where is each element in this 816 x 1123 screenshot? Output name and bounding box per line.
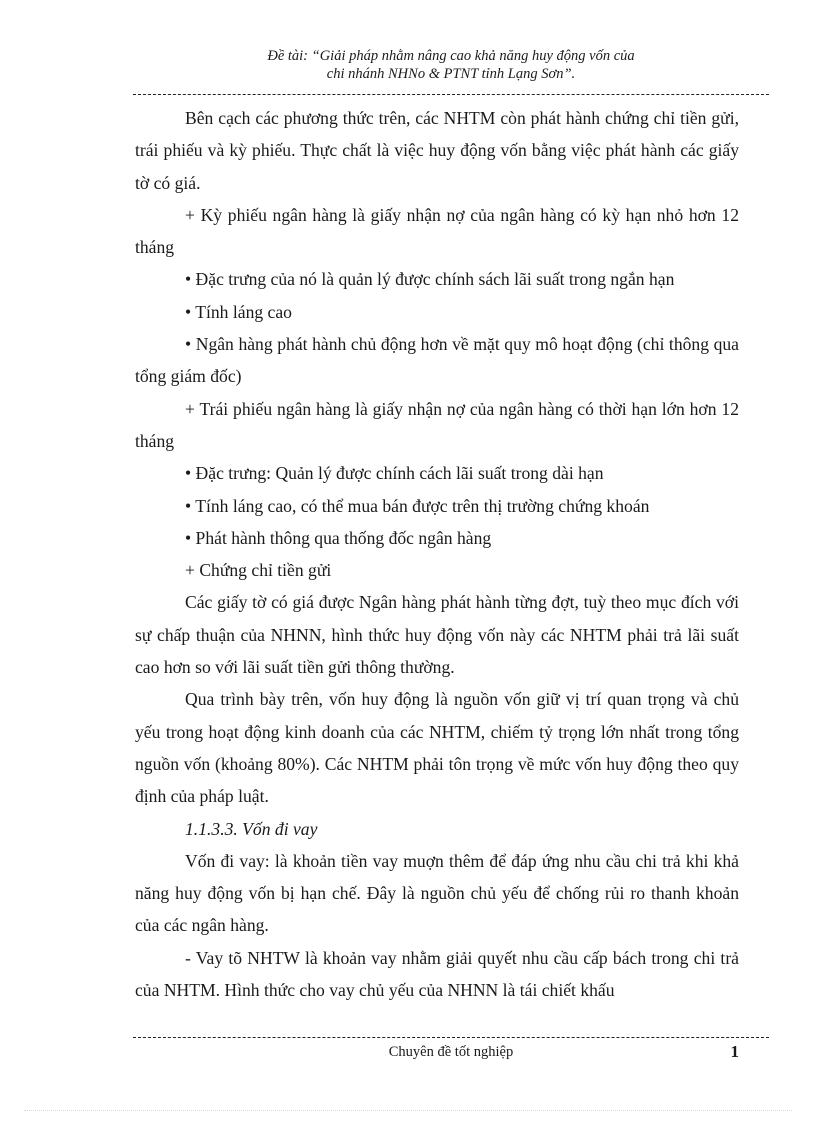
paragraph-intro: Bên cạch các phương thức trên, các NHTM còn phát hành chứng chỉ tiền gửi, trái phiếu và kỳ phiếu. Thực chất là việc huy động vốn bằng việc phát hành các giấy tờ có giá. xyxy=(135,108,739,193)
paragraph-vay-nhtw: - Vay tõ NHTW là khoản vay nhằm giải quyết nhu cầu cấp bách trong chi trả của NHTM. Hình thức cho vay chủ yếu của NHNN là tái chiết khấu xyxy=(135,947,739,1001)
paragraph-von-di-vay: Vốn đi vay: là khoản tiền vay muợn thêm để đáp ứng nhu cầu chi trả khi khả năng huy động vốn bị hạn chế. Đây là nguồn chủ yếu để chống rủi ro thanh khoản của các ngân hàng. xyxy=(135,850,739,936)
page-header xyxy=(133,47,769,83)
header-line-1: Đề tài: “Giải pháp nhằm nâng cao khả năng huy động vốn của xyxy=(267,48,635,64)
bullet-trai-phieu-3: • Phát hành thông qua thống đốc ngân hàng xyxy=(185,527,492,548)
bullet-trai-phieu-2: • Tính láng cao, có thể mua bán được trên thị trường chứng khoán xyxy=(185,495,650,516)
section-heading: 1.1.3.3. Vốn đi vay xyxy=(185,818,318,839)
paragraph-chung-chi: + Chứng chỉ tiền gửi xyxy=(185,560,332,581)
page-number: 1 xyxy=(730,1042,739,1061)
header-divider xyxy=(133,94,769,95)
bullet-ky-phieu-1: • Đặc trưng của nó là quản lý được chính sách lãi suất trong ngắn hạn xyxy=(185,269,675,290)
paragraph-trai-phieu: + Trái phiếu ngân hàng là giấy nhận nợ của ngân hàng có thời hạn lớn hơn 12 tháng xyxy=(135,398,739,451)
paragraph-summary: Qua trình bày trên, vốn huy động là nguồn vốn giữ vị trí quan trọng và chủ yếu trong hoạt động kinh doanh của các NHTM, chiếm tỷ trọng lớn nhất trong tổng nguồn vốn (khoảng 80%). Các NHTM phải tôn trọng về mức vốn huy động theo quy định của pháp luật. xyxy=(135,689,739,807)
bullet-ky-phieu-2: • Tính láng cao xyxy=(185,301,292,322)
paragraph-giay-to-co-gia: Các giấy tờ có giá được Ngân hàng phát hành từng đợt, tuỳ theo mục đích với sự chấp thuận của NHNN, hình thức huy động vốn này các NHTM phải trả lãi suất cao hơn so với lãi suất tiền gửi thông thường. xyxy=(135,592,739,678)
footer-divider xyxy=(133,1037,769,1038)
paragraph-ky-phieu: + Kỳ phiếu ngân hàng là giấy nhận nợ của ngân hàng có kỳ hạn nhỏ hơn 12 tháng xyxy=(135,204,739,258)
page-footer xyxy=(133,1042,769,1064)
document-body xyxy=(135,102,739,1006)
bullet-trai-phieu-1: • Đặc trưng: Quản lý được chính cách lãi suất trong dài hạn xyxy=(185,463,604,484)
header-line-2: chi nhánh NHNo & PTNT tỉnh Lạng Sơn”. xyxy=(326,66,576,82)
bullet-ky-phieu-3: • Ngân hàng phát hành chủ động hơn về mặt quy mô hoạt động (chỉ thông qua tổng giám đốc) xyxy=(135,334,739,387)
page-edge-dots xyxy=(24,1110,792,1111)
footer-title: Chuyên đề tốt nghiệp xyxy=(388,1044,514,1060)
